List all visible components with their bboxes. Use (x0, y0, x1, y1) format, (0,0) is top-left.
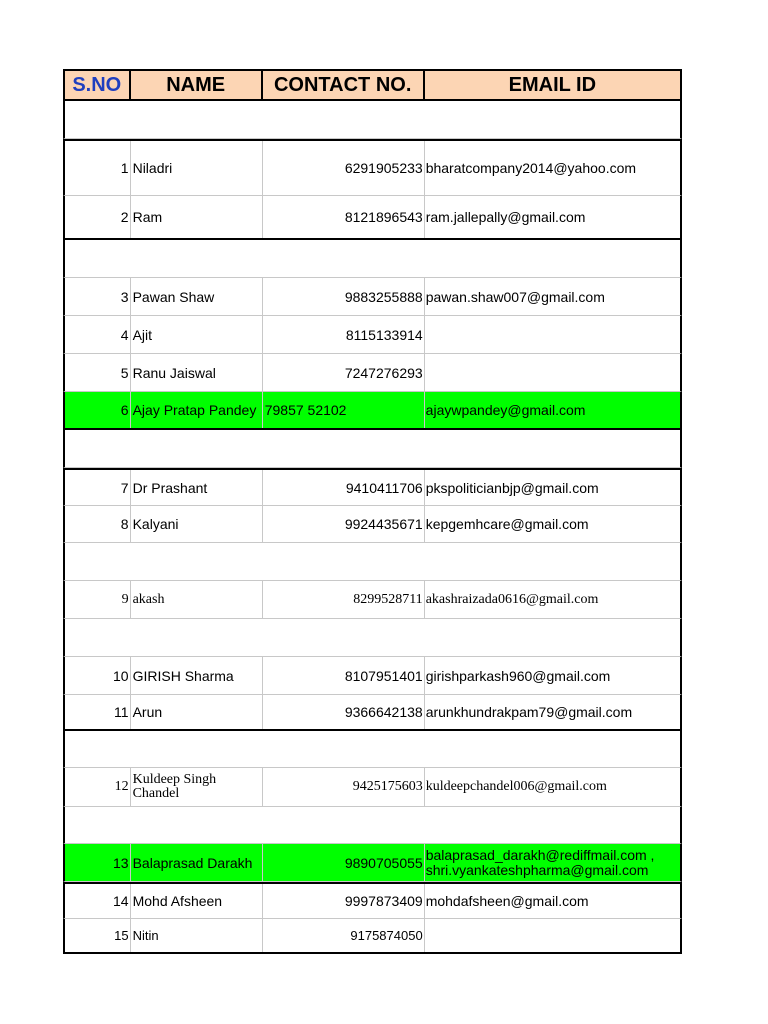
row-contact: 9410411706 (263, 470, 425, 505)
row-contact: 6291905233 (263, 141, 425, 195)
row-contact: 8107951401 (263, 657, 425, 694)
row-email: ajaywpandey@gmail.com (425, 402, 586, 418)
header-name: NAME (131, 71, 263, 99)
row-contact: 9366642138 (263, 695, 425, 729)
row-email (425, 354, 680, 391)
row-email: bharatcompany2014@yahoo.com (425, 160, 637, 176)
row-email: ram.jallepally@gmail.com (425, 209, 586, 225)
table-row-highlighted (63, 392, 682, 430)
blank-row (63, 807, 682, 844)
row-name: Niladri (131, 141, 263, 195)
row-email: arunkhundrakpam79@gmail.com (425, 704, 633, 720)
row-contact: 8299528711 (263, 581, 425, 618)
row-email: mohdafsheen@gmail.com (425, 893, 589, 909)
row-sno: 3 (65, 278, 131, 315)
row-sno: 2 (65, 196, 131, 238)
row-sno: 1 (65, 141, 131, 195)
table-row (63, 581, 682, 619)
row-email (425, 316, 680, 353)
row-contact: 7247276293 (263, 354, 425, 391)
row-sno: 6 (65, 392, 131, 428)
row-sno: 4 (65, 316, 131, 353)
row-name: GIRISH Sharma (131, 657, 263, 694)
table-row (63, 468, 682, 506)
blank-row (63, 731, 682, 768)
row-name: Ram (131, 196, 263, 238)
row-contact: 9890705055 (263, 844, 425, 881)
table-row-highlighted (63, 844, 682, 882)
row-name: Dr Prashant (131, 470, 263, 505)
row-email: girishparkash960@gmail.com (425, 667, 611, 684)
row-sno: 12 (65, 768, 131, 806)
row-name: Pawan Shaw (131, 278, 263, 315)
table-row (63, 657, 682, 695)
row-sno: 14 (65, 884, 131, 918)
row-email: kuldeepchandel006@gmail.com (425, 779, 607, 794)
row-name: Ajit (131, 316, 263, 353)
row-sno: 10 (65, 657, 131, 694)
table-row (63, 139, 682, 196)
table-row (63, 882, 682, 919)
row-name: Ajay Pratap Pandey (131, 392, 263, 428)
row-contact: 9997873409 (263, 884, 425, 918)
row-sno: 7 (65, 470, 131, 505)
row-sno: 15 (65, 919, 131, 952)
row-email: pkspoliticianbjp@gmail.com (425, 479, 599, 496)
row-name: Balaprasad Darakh (131, 844, 263, 881)
table-row (63, 506, 682, 543)
row-sno: 5 (65, 354, 131, 391)
row-email: balaprasad_darakh@rediffmail.com , shri.vyankateshpharma@gmail.com (425, 846, 655, 878)
header-email: EMAIL ID (508, 73, 597, 96)
header-contact: CONTACT NO. (263, 71, 425, 99)
row-name: Kuldeep Singh Chandel (131, 768, 263, 806)
row-name: Mohd Afsheen (131, 884, 263, 918)
row-contact: 9883255888 (263, 278, 425, 315)
table-row (63, 196, 682, 240)
row-name: Kalyani (131, 506, 263, 542)
blank-row (63, 240, 682, 278)
header-sno: S.NO (65, 71, 131, 99)
table-header (63, 69, 682, 101)
row-name: akash (131, 581, 263, 618)
row-email: kepgemhcare@gmail.com (425, 516, 589, 532)
row-contact: 79857 52102 (263, 392, 425, 428)
row-name: Ranu Jaiswal (131, 354, 263, 391)
blank-row (63, 543, 682, 581)
table-row (63, 919, 682, 954)
row-email (425, 919, 680, 952)
row-email: pawan.shaw007@gmail.com (425, 288, 605, 305)
blank-row (63, 101, 682, 139)
row-sno: 8 (65, 506, 131, 542)
row-contact: 9175874050 (263, 919, 425, 952)
row-contact: 8121896543 (263, 196, 425, 238)
table-row (63, 768, 682, 807)
blank-row (63, 430, 682, 468)
row-contact: 8115133914 (263, 316, 425, 353)
row-sno: 13 (65, 844, 131, 881)
table-row (63, 354, 682, 392)
table-row (63, 316, 682, 354)
row-sno: 11 (65, 695, 131, 729)
row-contact: 9924435671 (263, 506, 425, 542)
row-name: Arun (131, 695, 263, 729)
table-row (63, 695, 682, 731)
row-sno: 9 (65, 581, 131, 618)
blank-row (63, 619, 682, 657)
table-row (63, 278, 682, 316)
row-contact: 9425175603 (263, 768, 425, 806)
row-email: akashraizada0616@gmail.com (425, 591, 599, 607)
row-name: Nitin (131, 919, 263, 952)
